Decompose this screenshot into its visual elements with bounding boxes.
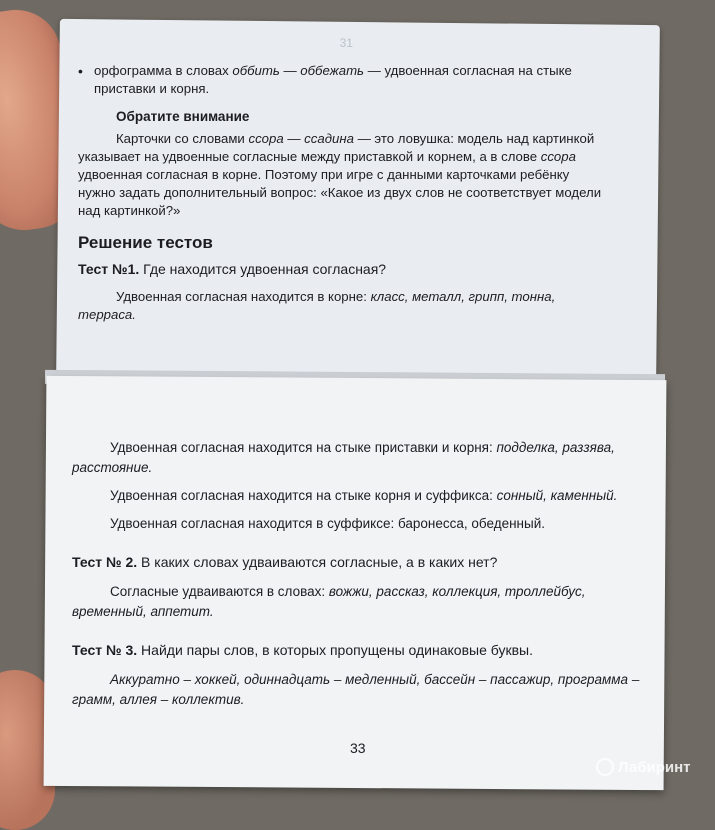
labirint-logo-icon: [596, 758, 614, 776]
note-paragraph: [78, 130, 608, 220]
test1-answer: [78, 288, 608, 324]
paragraph-2: [72, 486, 642, 506]
bullet-text: [94, 62, 608, 98]
ghost-page-number: 31: [339, 35, 354, 50]
note-b: — это ловушка: модель над картинкой указывает на удвоенные согласные между приставкой и корнем, а в слове: [78, 131, 595, 164]
bullet-text-b: — удвоенная согласная на стыке приставки и корня.: [94, 63, 572, 96]
test2-answer: [72, 582, 642, 622]
bullet-icon: •: [78, 63, 83, 79]
watermark: [596, 758, 691, 776]
test3-answer-italic: Аккуратно – хоккей, одиннадцать – медленный, бассейн – пассажир, программа – грамм, аллея – коллектив.: [72, 672, 640, 707]
watermark-text: Лабиринт: [618, 758, 691, 776]
test2-question: В каких словах удваиваются согласные, а в каких нет?: [137, 554, 498, 570]
bullet-italic: оббить — оббежать: [232, 63, 364, 78]
p2-italic: сонный, каменный.: [496, 488, 618, 503]
top-page-content: [78, 62, 608, 324]
bottom-page-content: [72, 438, 642, 718]
test1-answer-italic: класс, металл, грипп, тонна, терраса.: [78, 289, 556, 322]
test1-label: Тест №1.: [78, 261, 140, 277]
test2-answer-a: Согласные удваиваются в словах:: [110, 584, 329, 599]
test1-line: [78, 260, 608, 278]
paragraph-1: [72, 438, 642, 478]
test3-line: [72, 640, 642, 660]
note-italic-1: ссора — ссадина: [248, 131, 354, 146]
section-title: Решение тестов: [78, 233, 213, 252]
test3-question: Найди пары слов, в которых пропущены одинаковые буквы.: [137, 642, 533, 658]
p2-a: Удвоенная согласная находится на стыке корня и суффикса:: [110, 488, 497, 503]
note-c: удвоенная согласная в корне. Поэтому при игре с данными карточками ребёнку нужно задать дополнительный вопрос: «Какое из двух слов не соответствует модели над картинкой?»: [78, 167, 602, 218]
test1-answer-a: Удвоенная согласная находится в корне:: [116, 289, 371, 304]
test2-answer-italic: вожжи, рассказ, коллекция, троллейбус, временный, аппетит.: [72, 584, 586, 619]
test1-question: Где находится удвоенная согласная?: [139, 261, 387, 277]
paragraph-3: Удвоенная согласная находится в суффиксе: баронесса, обеденный.: [110, 516, 545, 531]
note-heading: Обратите внимание: [116, 109, 250, 124]
bullet-text-a: орфограмма в словах: [94, 63, 233, 78]
note-italic-2: ссора: [540, 149, 576, 164]
test2-label: Тест № 2.: [72, 554, 138, 570]
test3-answer: [72, 670, 642, 710]
bullet-item: [78, 62, 608, 98]
test2-line: [72, 552, 642, 572]
note-a: Карточки со словами: [116, 131, 249, 146]
test3-label: Тест № 3.: [72, 642, 138, 658]
page-number: 33: [350, 740, 366, 756]
p1-italic: подделка, раззява, расстояние.: [72, 440, 615, 475]
p1-a: Удвоенная согласная находится на стыке приставки и корня:: [110, 440, 497, 455]
